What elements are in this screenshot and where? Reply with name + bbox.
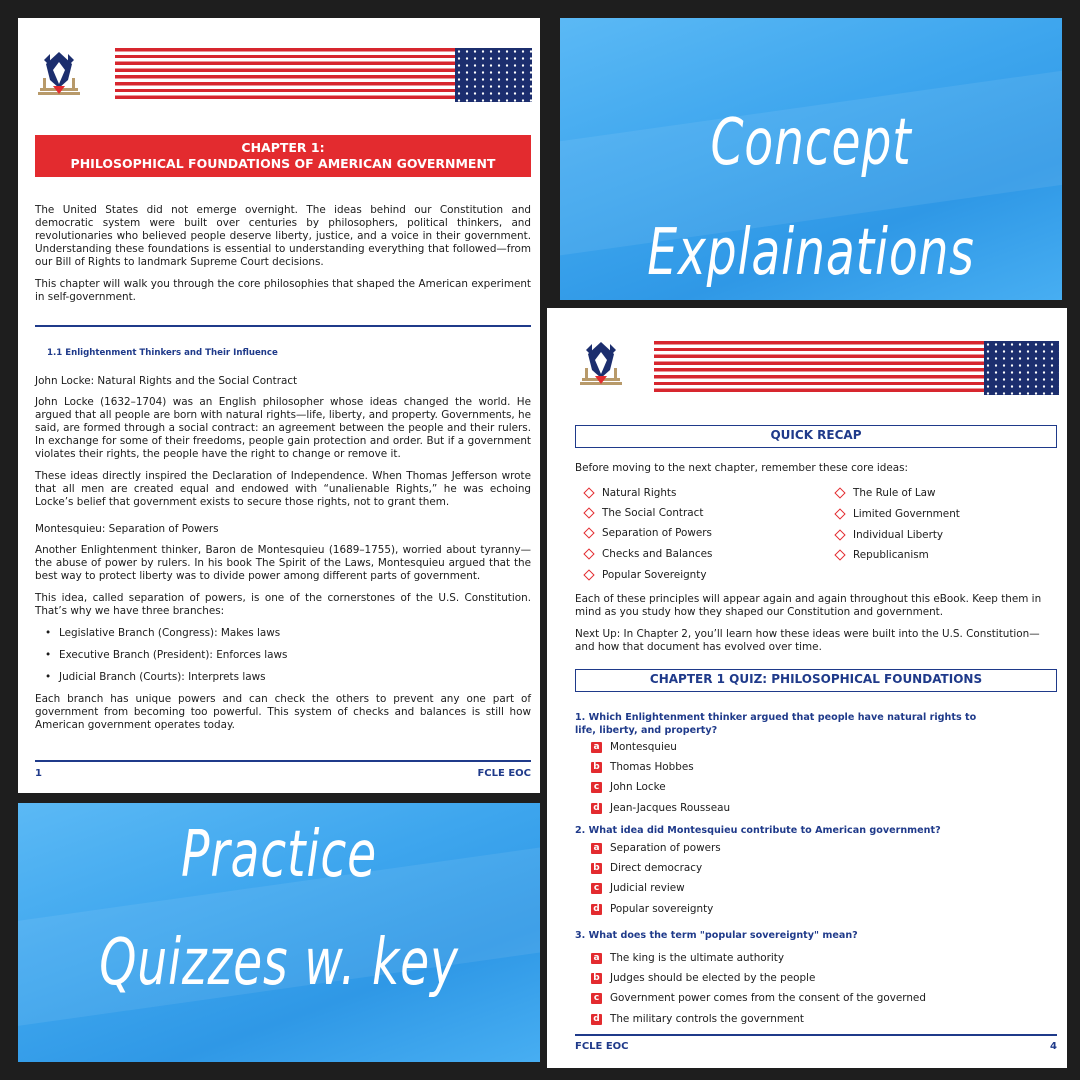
montesquieu-paragraph: This idea, called separation of powers, is one of the cornerstones of the U.S. Constitution. That’s why we have three branches: (35, 592, 531, 617)
chapter-banner (35, 135, 531, 177)
option-1d[interactable]: d Jean-Jacques Rousseau (591, 802, 730, 814)
option-1c[interactable]: c John Locke (591, 781, 666, 793)
list-item: • Executive Branch (President): Enforces laws (59, 649, 531, 662)
concept-panel (560, 18, 1062, 300)
option-3d[interactable]: d The military controls the government (591, 1013, 804, 1025)
recap-item: Separation of Powers (585, 527, 712, 539)
diamond-icon (834, 487, 845, 498)
question-2: 2. What idea did Montesquieu contribute to American government? (575, 825, 941, 836)
locke-heading: John Locke: Natural Rights and the Social Contract (35, 375, 298, 387)
option-3a[interactable]: a The king is the ultimate authority (591, 952, 784, 964)
footer-label: FCLE EOC (477, 768, 531, 779)
recap-intro: Before moving to the next chapter, remember these core ideas: (575, 462, 909, 474)
footer-rule (575, 1034, 1057, 1036)
recap-body (575, 593, 1057, 663)
footer-label: FCLE EOC (575, 1041, 629, 1052)
recap-item: Republicanism (836, 549, 929, 561)
option-2a[interactable]: a Separation of powers (591, 842, 721, 854)
section-divider (35, 325, 531, 327)
option-1a[interactable]: a Montesquieu (591, 741, 677, 753)
recap-paragraph: Each of these principles will appear again and again throughout this eBook. Keep them in mind as you study how they shaped our Constitution and government. (575, 593, 1042, 618)
diamond-icon (583, 487, 594, 498)
page-1 (18, 18, 540, 793)
diamond-icon (583, 507, 594, 518)
locke-section (35, 375, 531, 741)
logo-icon (38, 50, 80, 98)
option-2d[interactable]: d Popular sovereignty (591, 903, 713, 915)
diamond-icon (583, 569, 594, 580)
locke-paragraph: These ideas directly inspired the Declaration of Independence. When Thomas Jefferson wrote that all men are created equal and endowed with “unalienable Rights,” he was echoing Locke’s belief that government exists to secure those rights, not to grant them. (35, 470, 531, 508)
concept-title-line2: Explainations (647, 216, 975, 290)
quiz-title: CHAPTER 1 QUIZ: PHILOSOPHICAL FOUNDATIONS (575, 669, 1057, 692)
option-2c[interactable]: c Judicial review (591, 882, 685, 894)
recap-title: QUICK RECAP (575, 425, 1057, 448)
practice-title-line1: Practice (181, 818, 377, 892)
page-number: 1 (35, 768, 42, 779)
list-item: • Judicial Branch (Courts): Interprets laws (59, 671, 531, 684)
recap-paragraph: Next Up: In Chapter 2, you’ll learn how these ideas were built into the U.S. Constitution—and how that document has evolved over time. (575, 628, 1040, 653)
recap-item: Popular Sovereignty (585, 569, 706, 581)
recap-item: Individual Liberty (836, 529, 943, 541)
section-title: 1.1 Enlightenment Thinkers and Their Influence (47, 348, 278, 358)
montesquieu-heading: Montesquieu: Separation of Powers (35, 523, 219, 535)
practice-title-line2: Quizzes w. key (99, 926, 459, 1000)
chapter-number: CHAPTER 1: (241, 140, 325, 155)
recap-item: Natural Rights (585, 487, 676, 499)
diamond-icon (834, 549, 845, 560)
diamond-icon (583, 548, 594, 559)
closing-paragraph: Each branch has unique powers and can check the others to prevent any one part of government from becoming too powerful. This system of checks and balances is still how American government operates today. (35, 693, 531, 731)
recap-item: The Rule of Law (836, 487, 936, 499)
diamond-icon (583, 527, 594, 538)
recap-item: Limited Government (836, 508, 960, 520)
intro-paragraph: This chapter will walk you through the core philosophies that shaped the American experiment in self-government. (35, 278, 531, 303)
page-4 (547, 308, 1067, 1068)
page-number: 4 (1050, 1041, 1057, 1052)
footer-rule (35, 760, 531, 762)
option-1b[interactable]: b Thomas Hobbes (591, 761, 694, 773)
question-1: 1. Which Enlightenment thinker argued that people have natural rights to life, liberty, and property? (575, 712, 977, 736)
chapter-title: PHILOSOPHICAL FOUNDATIONS OF AMERICAN GOVERNMENT (70, 156, 496, 171)
concept-title-line1: Concept (710, 106, 912, 180)
us-flag (654, 341, 1059, 395)
montesquieu-paragraph: Another Enlightenment thinker, Baron de Montesquieu (1689–1755), worried about tyranny—the abuse of power by rulers. In his book The Spirit of the Laws, Montesquieu argued that the best way to protect liberty was to divide power among different parts of government. (35, 544, 531, 582)
diamond-icon (834, 529, 845, 540)
list-item: • Legislative Branch (Congress): Makes laws (59, 627, 531, 640)
recap-item: Checks and Balances (585, 548, 712, 560)
locke-paragraph: John Locke (1632–1704) was an English philosopher whose ideas changed the world. He argued that all people are born with natural rights—life, liberty, and property. Governments, he said, are formed through a social contract: an agreement between the people and their rulers. In exchange for some of their freedoms, people gain protection and order. But if a government violates their rights, the people have the right to change or remove it. (35, 396, 531, 460)
logo-icon (580, 340, 622, 388)
option-2b[interactable]: b Direct democracy (591, 862, 702, 874)
intro-paragraph: The United States did not emerge overnight. The ideas behind our Constitution and democratic system were built over centuries by philosophers, political thinkers, and revolutionaries who believed people deserve liberty, justice, and a voice in their government. Understanding these foundations is essential to understanding everything that followed—from our Bill of Rights to landmark Supreme Court decisions. (35, 204, 531, 268)
branches-list (35, 627, 531, 684)
option-3c[interactable]: c Government power comes from the consent of the governed (591, 992, 926, 1004)
option-3b[interactable]: b Judges should be elected by the people (591, 972, 815, 984)
recap-item: The Social Contract (585, 507, 703, 519)
us-flag (115, 48, 532, 102)
intro-text (35, 204, 531, 313)
practice-panel (18, 803, 540, 1062)
question-3: 3. What does the term "popular sovereignty" mean? (575, 930, 858, 941)
diamond-icon (834, 508, 845, 519)
